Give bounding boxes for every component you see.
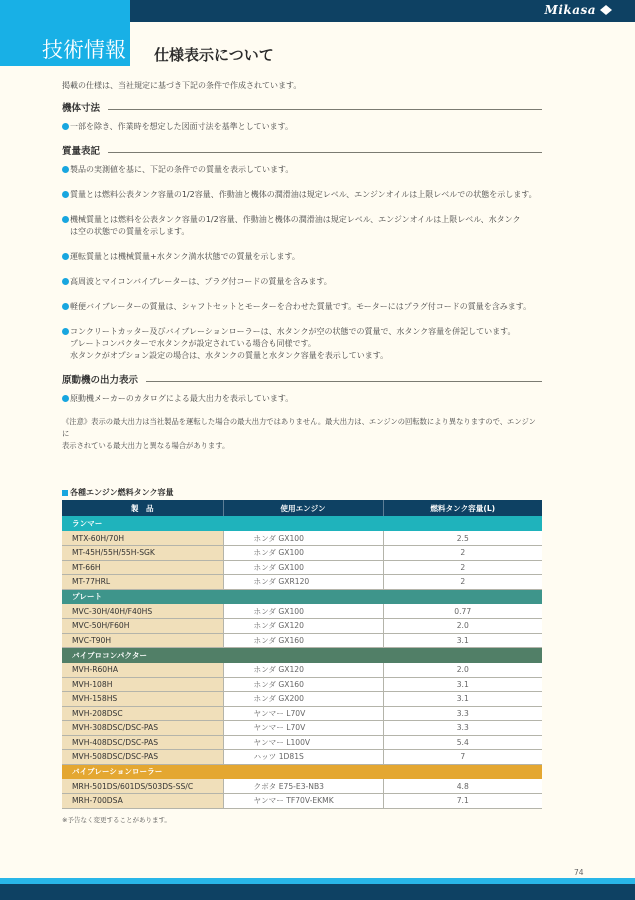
table-row: MVH-408DSC/DSC-PAS ヤンマー L100V 5.4 xyxy=(62,735,542,750)
category-row-rammer: ランマー xyxy=(62,516,542,531)
bullet-item: 製品の実測値を基に、下記の条件での質量を表示しています。 xyxy=(62,164,542,176)
table-row: MT-77HRL ホンダ GXR120 2 xyxy=(62,575,542,590)
section-heading-text: 質量表記 xyxy=(62,146,101,157)
bullet-dot-icon xyxy=(62,395,69,402)
footer-bar xyxy=(0,884,635,900)
page-title: 仕様表示について xyxy=(154,46,274,64)
section-tab-title: 技術情報 xyxy=(42,38,126,62)
divider xyxy=(146,381,542,382)
bullet-dot-icon xyxy=(62,216,69,223)
bullet-dot-icon xyxy=(62,303,69,310)
table-row: MRH-501DS/601DS/503DS-SS/C クボタ E75-E3-NB3 4.8 xyxy=(62,779,542,794)
bullet-item: 一部を除き、作業時を想定した図面寸法を基準としています。 xyxy=(62,121,542,133)
bullet-item: 原動機メーカーのカタログによる最大出力を表示しています。 xyxy=(62,393,542,405)
column-header-capacity: 燃料タンク容量(L) xyxy=(383,500,542,516)
table-footnote: ※予告なく変更することがあります。 xyxy=(62,816,171,824)
section-heading-text: 原動機の出力表示 xyxy=(62,375,139,386)
divider xyxy=(108,109,542,110)
bullet-item: 軽便バイブレーターの質量は、シャフトセットとモーターを合わせた質量です。モーターにはプラグ付コードの質量を含みます。 xyxy=(62,301,542,313)
bullet-dot-icon xyxy=(62,328,69,335)
section-heading-dimensions xyxy=(62,103,542,115)
bullet-item: 質量とは燃料公表タンク容量の1/2容量、作動油と機体の潤滑油は規定レベル、エンジンオイルは上限レベルでの状態を示します。 xyxy=(62,189,542,201)
table-row: MT-66H ホンダ GX100 2 xyxy=(62,560,542,575)
bullet-dot-icon xyxy=(62,123,69,130)
intro-text: 掲載の仕様は、当社規定に基づき下記の条件で作成されています。 xyxy=(62,81,302,90)
spec-notes xyxy=(62,80,542,452)
bullet-item: 運転質量とは機械質量+水タンク満水状態での質量を示します。 xyxy=(62,251,542,263)
bullet-dot-icon xyxy=(62,166,69,173)
table-row: MVH-508DSC/DSC-PAS ハッツ 1D81S 7 xyxy=(62,750,542,765)
column-header-product: 製 品 xyxy=(62,500,223,516)
table-row: MRH-700DSA ヤンマー TF70V-EKMK 7.1 xyxy=(62,794,542,809)
section-heading-engine-output xyxy=(62,375,542,387)
fuel-tank-table xyxy=(62,500,542,809)
category-row-plate: プレート xyxy=(62,589,542,604)
table-row: MTX-60H/70H ホンダ GX100 2.5 xyxy=(62,531,542,546)
category-row-vibro-compactor: バイブロコンパクター xyxy=(62,648,542,663)
table-header-row xyxy=(62,500,542,516)
section-tab xyxy=(0,0,130,66)
table-row: MVH-158HS ホンダ GX200 3.1 xyxy=(62,692,542,707)
page-number: 74 xyxy=(574,868,584,877)
caution-note: 《注意》表示の最大出力は当社製品を運転した場合の最大出力ではありません。最大出力は、エンジンの回転数により異なりますので、エンジンに 表示されている最大出力と異なる場合があります。 xyxy=(62,417,536,450)
bullet-item: 高周波とマイコンバイブレーターは、プラグ付コードの質量を含みます。 xyxy=(62,276,542,288)
table-row: MVC-30H/40H/F40HS ホンダ GX100 0.77 xyxy=(62,604,542,619)
bullet-item: コンクリートカッター及びバイブレーションローラーは、水タンクが空の状態での質量で、水タンク容量を併記しています。 プレートコンパクターで水タンクが設定されている場合も同様です。 水タンクがオプション設定の場合は、水タンクの質量と水タンク容量を表示しています。 xyxy=(62,326,542,362)
section-heading-mass xyxy=(62,146,542,158)
column-header-engine: 使用エンジン xyxy=(223,500,383,516)
square-bullet-icon xyxy=(62,490,68,496)
mikasa-logo-mark-icon xyxy=(599,5,613,15)
bullet-dot-icon xyxy=(62,253,69,260)
table-title: 各種エンジン燃料タンク容量 xyxy=(62,487,173,498)
divider xyxy=(108,152,542,153)
table-row: MVH-308DSC/DSC-PAS ヤンマー L70V 3.3 xyxy=(62,721,542,736)
bullet-dot-icon xyxy=(62,278,69,285)
bullet-item: 機械質量とは燃料を公表タンク容量の1/2容量、作動油と機体の潤滑油は規定レベル、エンジンオイルは上限レベル、水タンク は空の状態での質量を示します。 xyxy=(62,214,542,238)
table-row: MVH-R60HA ホンダ GX120 2.0 xyxy=(62,663,542,678)
header-bar xyxy=(130,0,635,22)
section-heading-text: 機体寸法 xyxy=(62,103,101,114)
table-row: MVC-50H/F60H ホンダ GX120 2.0 xyxy=(62,619,542,634)
bullet-dot-icon xyxy=(62,191,69,198)
category-row-vibration-roller: バイブレーションローラー xyxy=(62,764,542,779)
table-row: MT-45H/55H/55H-SGK ホンダ GX100 2 xyxy=(62,546,542,561)
table-row: MVC-T90H ホンダ GX160 3.1 xyxy=(62,633,542,648)
table-row: MVH-108H ホンダ GX160 3.1 xyxy=(62,677,542,692)
brand-logo xyxy=(545,3,613,17)
brand-name: Mikasa xyxy=(544,3,596,17)
table-row: MVH-208DSC ヤンマー L70V 3.3 xyxy=(62,706,542,721)
